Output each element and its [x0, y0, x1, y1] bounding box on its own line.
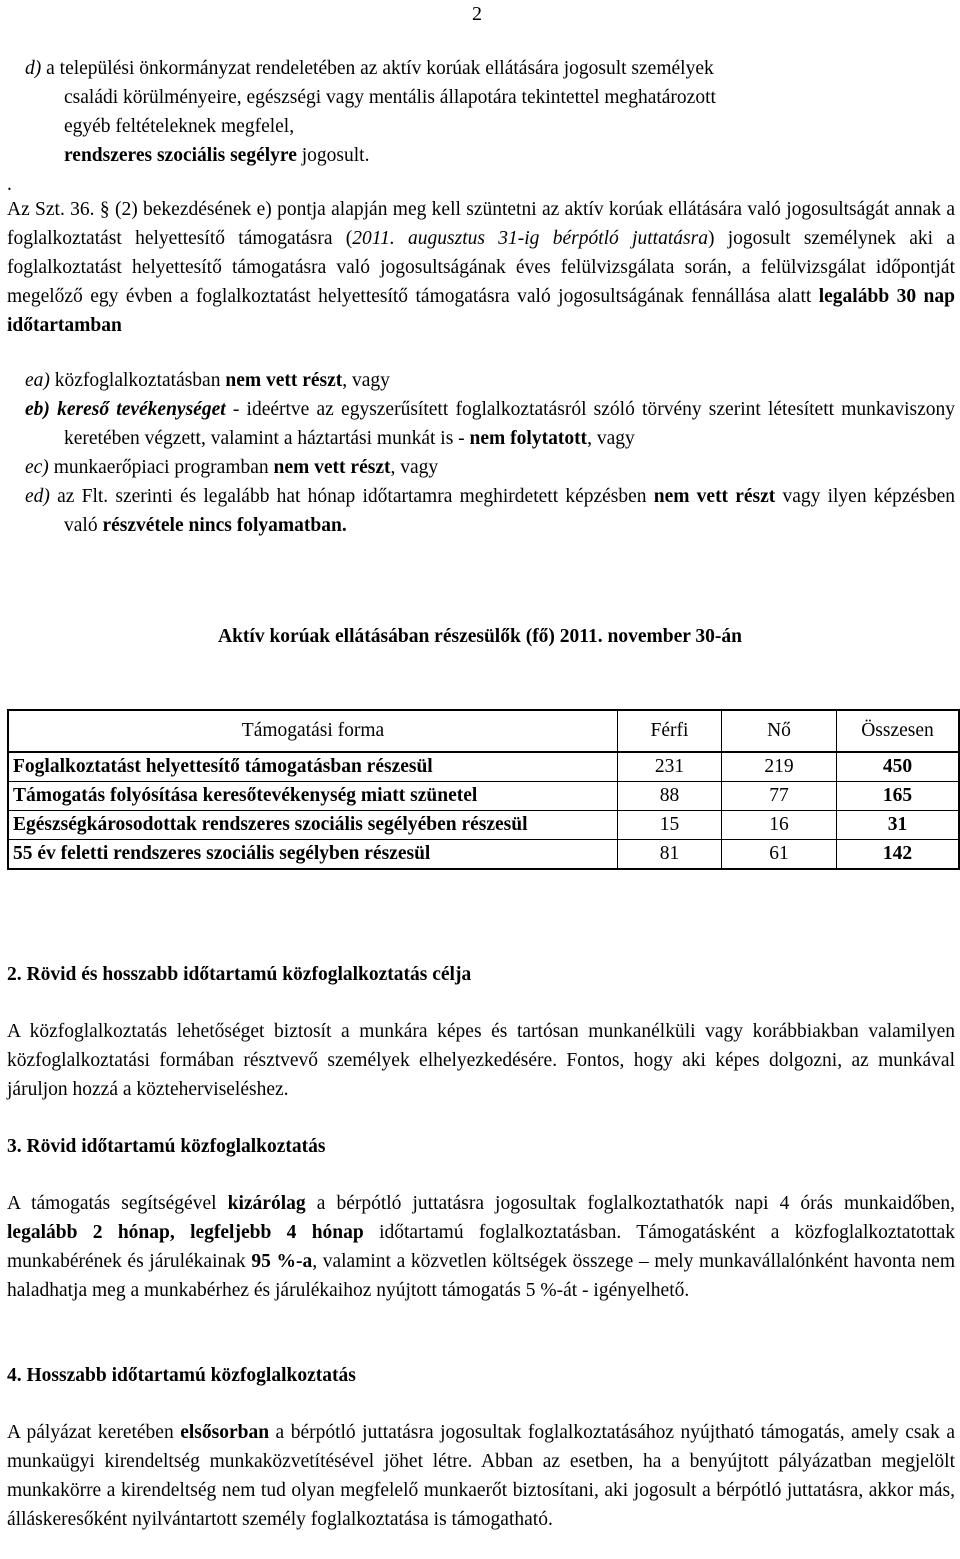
- row-total: 165: [837, 782, 960, 811]
- row-total: 142: [837, 840, 960, 870]
- item-label-ea: ea): [25, 370, 50, 391]
- row-form: Foglalkoztatást helyettesítő támogatásban részesül: [8, 752, 618, 782]
- para-d-rest: jogosult.: [296, 145, 370, 166]
- table-row: [8, 752, 959, 782]
- section-4-heading: 4. Hosszabb időtartamú közfoglalkoztatás: [7, 1365, 356, 1386]
- item-label-d: d): [25, 58, 42, 79]
- paragraph-szt: [7, 195, 955, 340]
- szt-text-2: ) jogosult személynek aki a foglalkoztatást helyettesítő támogatásra való jogosultságának éves felülvizsgálata során, a felülvizsgálat időpontját megelőző egy évben a foglalkoztatást helyettesítő támogatásra való jogosultságának fennállása alatt: [7, 228, 956, 307]
- header-form: Támogatási forma: [8, 710, 618, 752]
- row-form: 55 év feletti rendszeres szociális segélyben részesül: [8, 840, 618, 870]
- row-form: Támogatás folyósítása keresőtevékenység miatt szünetel: [8, 782, 618, 811]
- section-3-heading: 3. Rövid időtartamú közfoglalkoztatás: [7, 1136, 326, 1157]
- row-form: Egészségkárosodottak rendszeres szociális segélyében részesül: [8, 811, 618, 840]
- table-row: [8, 811, 959, 840]
- section-3-text: A támogatás segítségével kizárólag a bérpótló juttatásra jogosultak foglalkoztathatók napi 4 órás munkaidőben, legalább 2 hónap, legfeljebb 4 hónap időtartamú foglalkoztatásban. Támogatásként a közfoglalkoztatottak munkabérének és járulékainak 95 %-a, valamint a közvetlen költségek összege – mely munkavállalónként havonta nem haladhatja meg a munkabérhez és járulékaihoz nyújtott támogatás 5 %-át - igényelhető.: [7, 1193, 956, 1301]
- row-women: 219: [722, 752, 837, 782]
- item-eb: eb) kereső tevékenységet - ideértve az egyszerűsített foglalkoztatásról szóló törvény szerint létesített munkaviszony keretében végzett, valamint a háztartási munkát is - nem folytatott, vagy: [25, 399, 955, 449]
- row-men: 15: [618, 811, 722, 840]
- para-d-line3: egyéb feltételeknek megfelel,: [64, 116, 295, 137]
- szt-text-1: Az Szt. 36. § (2) bekezdésének e) pontja alapján meg kell szüntetni az aktív korúak ellátására való jogosultságát annak a foglalkoztatást helyettesítő támogatásra (: [7, 199, 955, 249]
- header-men: Férfi: [618, 710, 722, 752]
- table-title: Aktív korúak ellátásában részesülők (fő) 2011. november 30-án: [218, 626, 742, 647]
- row-total: 450: [837, 752, 960, 782]
- para-d-bold: rendszeres szociális segélyre: [64, 145, 297, 166]
- para-d-line2: családi körülményeire, egészségi vagy mentális állapotára tekintettel meghatározott: [64, 87, 716, 108]
- row-men: 88: [618, 782, 722, 811]
- section-2-heading: 2. Rövid és hosszabb időtartamú közfoglalkoztatás célja: [7, 964, 472, 985]
- section-4-text: A pályázat keretében elsősorban a bérpótló juttatásra jogosultak foglalkoztatásához nyújtható támogatás, amely csak a munkaügyi kirendeltség munkaközvetítésével jöhet létre. Abban az esetben, ha a benyújtott pályázatban megjelölt munkakörre a kirendeltség nem tud olyan megfelelő munkaerőt biztosítani, aki jogosult a bérpótló juttatásra, akkor más, álláskeresőként nyilvántartott személy foglalkoztatása is támogatható.: [7, 1422, 955, 1530]
- table-row: [8, 782, 959, 811]
- paragraph-d: [7, 54, 955, 170]
- row-men: 231: [618, 752, 722, 782]
- header-women: Nő: [722, 710, 837, 752]
- szt-bold: legalább 30 nap időtartamban: [7, 286, 955, 336]
- row-women: 77: [722, 782, 837, 811]
- para-d-line1: a települési önkormányzat rendeletében az aktív korúak ellátására jogosult személyek: [41, 58, 714, 79]
- header-total: Összesen: [837, 710, 960, 752]
- row-total: 31: [837, 811, 960, 840]
- dot-line: .: [7, 174, 12, 195]
- page-number: 2: [472, 3, 482, 25]
- item-label-eb: eb) kereső tevékenységet: [25, 399, 226, 420]
- item-ea: ea) közfoglalkoztatásban nem vett részt, vagy: [25, 370, 390, 391]
- item-ed: ed) az Flt. szerinti és legalább hat hónap időtartamra meghirdetett képzésben nem vett részt vagy ilyen képzésben való részvétele nincs folyamatban.: [25, 486, 955, 536]
- sub-list: [7, 366, 955, 540]
- row-women: 61: [722, 840, 837, 870]
- table-row: [8, 840, 959, 870]
- szt-italic: 2011. augusztus 31-ig bérpótló juttatásra: [352, 228, 708, 249]
- row-women: 16: [722, 811, 837, 840]
- stats-table: [7, 709, 960, 870]
- table-header-row: [8, 710, 959, 752]
- item-label-ed: ed): [25, 486, 50, 507]
- row-men: 81: [618, 840, 722, 870]
- section-2-text: A közfoglalkoztatás lehetőséget biztosít a munkára képes és tartósan munkanélküli vagy korábbiakban valamilyen közfoglalkoztatási formában résztvevő személyek elhelyezkedésére. Fontos, hogy aki képes dolgozni, az munkával járuljon hozzá a közteherviseléshez.: [7, 1021, 955, 1100]
- item-label-ec: ec): [25, 457, 49, 478]
- item-ec: ec) munkaerőpiaci programban nem vett részt, vagy: [25, 457, 439, 478]
